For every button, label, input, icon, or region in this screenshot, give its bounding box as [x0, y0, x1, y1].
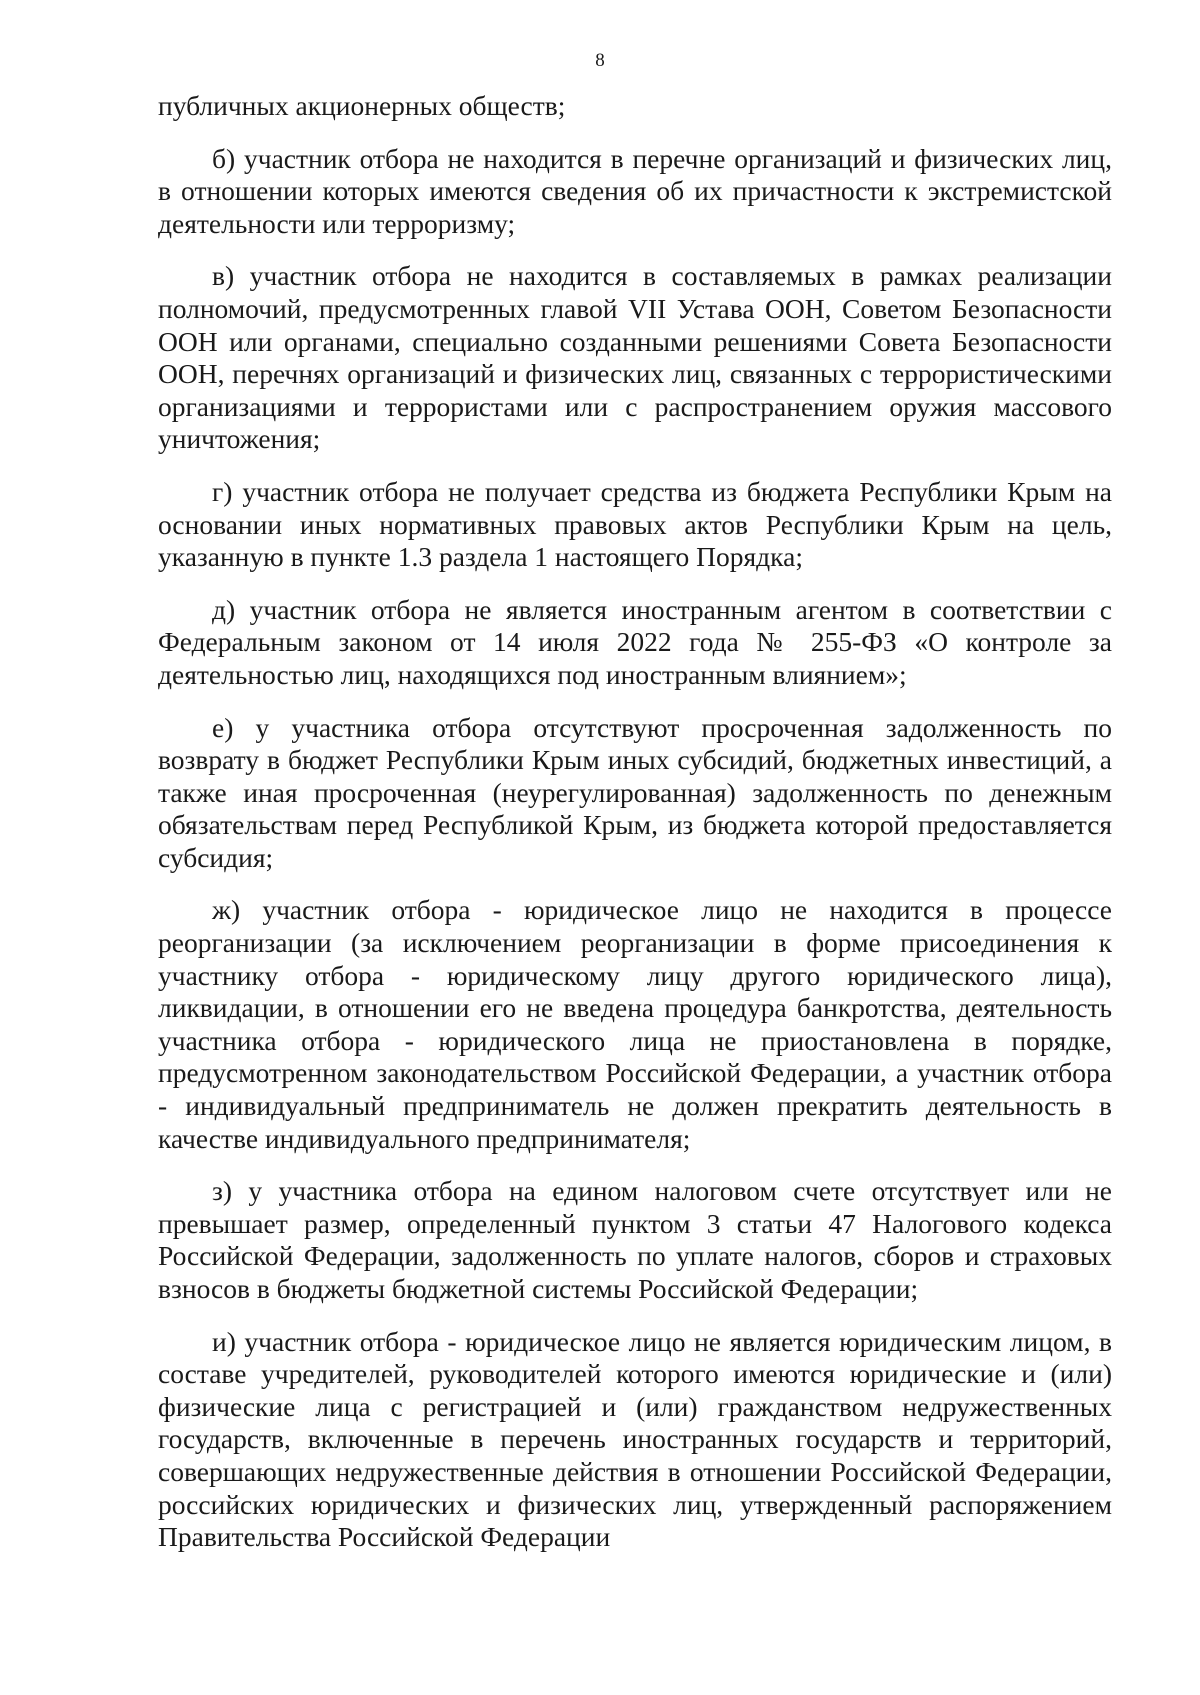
paragraph-item-zh: ж) участник отбора - юридическое лицо не находится в процессе реорганизации (за исключением реорганизации в форме присоединения к участнику отбора - юридическому лицу другого юридического лица), ликвидации, в отношении его не введена процедура банкротства, деятельность участника отбора - юридического лица не приостановлена в порядке, предусмотренном законодательством Российской Федерации, а участник отбора - индивидуальный предприниматель не должен прекратить деятельность в качестве индивидуального предпринимателя;	[158, 894, 1112, 1154]
paragraph-item-b: б) участник отбора не находится в перечне организаций и физических лиц, в отношении которых имеются сведения об их причастности к экстремистской деятельности или терроризму;	[158, 142, 1112, 239]
paragraph-item-v: в) участник отбора не находится в составляемых в рамках реализации полномочий, предусмотренных главой VII Устава ООН, Советом Безопасности ООН или органами, специально созданными решениями Совета Безопасности ООН, перечнях организаций и физических лиц, связанных с террористическими организациями и террористами или с распространением оружия массового уничтожения;	[158, 260, 1112, 455]
paragraph-item-e: е) у участника отбора отсутствуют просроченная задолженность по возврату в бюджет Республики Крым иных субсидий, бюджетных инвестиций, а также иная просроченная (неурегулированная) задолженность по денежным обязательствам перед Республикой Крым, из бюджета которой предоставляется субсидия;	[158, 711, 1112, 873]
paragraph-item-d: д) участник отбора не является иностранным агентом в соответствии с Федеральным законом от 14 июля 2022 года № 255-ФЗ «О контроле за деятельностью лиц, находящихся под иностранным влиянием»;	[158, 593, 1112, 690]
paragraph-item-i: и) участник отбора - юридическое лицо не является юридическим лицом, в составе учредителей, руководителей которого имеются юридические и (или) физические лица с регистрацией и (или) гражданством недружественных государств, включенные в перечень иностранных государств и территорий, совершающих недружественные действия в отношении Российской Федерации, российских юридических и физических лиц, утвержденный распоряжением Правительства Российской Федерации	[158, 1325, 1112, 1553]
paragraph-item-z: з) у участника отбора на едином налоговом счете отсутствует или не превышает размер, определенный пунктом 3 статьи 47 Налогового кодекса Российской Федерации, задолженность по уплате налогов, сборов и страховых взносов в бюджеты бюджетной системы Российской Федерации;	[158, 1175, 1112, 1304]
document-body	[158, 90, 1112, 1554]
paragraph-item-g: г) участник отбора не получает средства из бюджета Республики Крым на основании иных нормативных правовых актов Республики Крым на цель, указанную в пункте 1.3 раздела 1 настоящего Порядка;	[158, 475, 1112, 573]
page-number: 8	[595, 50, 605, 71]
paragraph-continuation: публичных акционерных обществ;	[158, 90, 566, 121]
